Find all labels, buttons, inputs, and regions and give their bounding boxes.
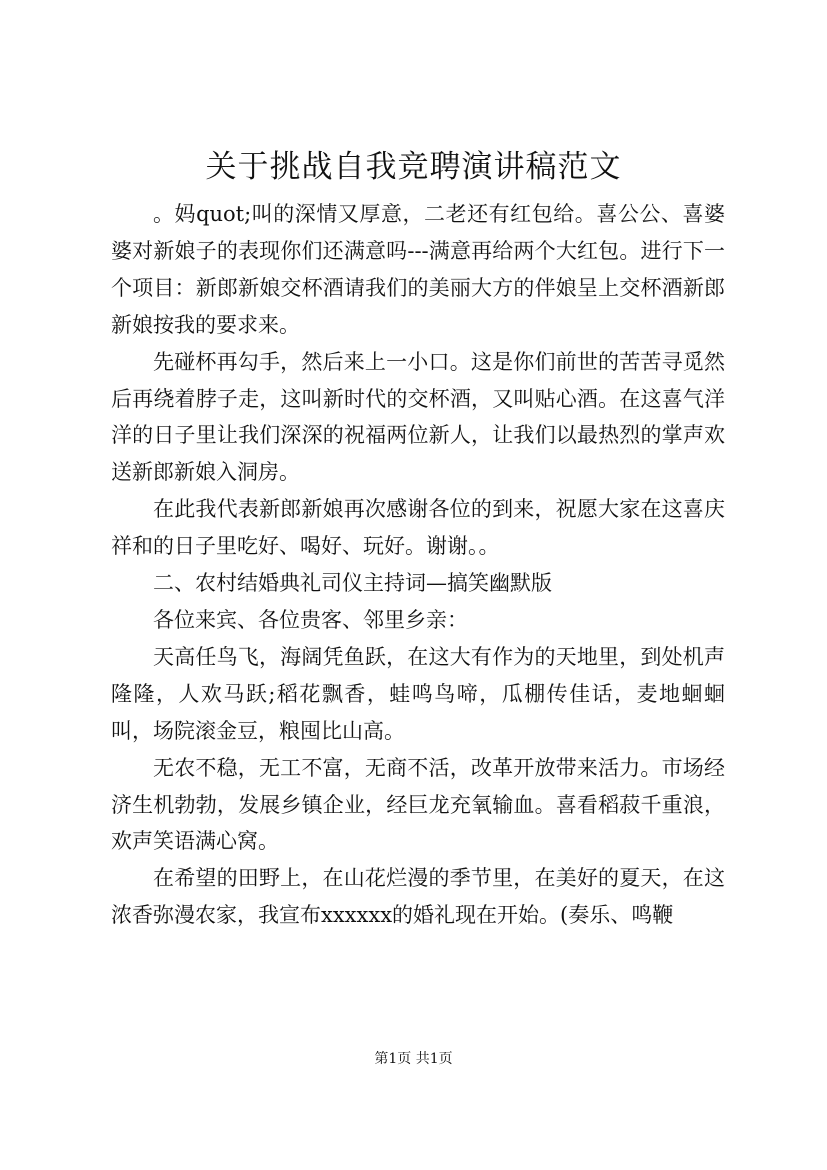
salutation: 各位来宾、各位贵客、邻里乡亲： xyxy=(153,607,468,632)
paragraph: 无农不稳，无工不富，无商不活，改革开放带来活力。市场经济生机勃勃，发展乡镇企业，经巨龙充氧输血。喜看稻菽千重浪，欢声笑语满心窝。 xyxy=(111,755,725,854)
document-body xyxy=(111,196,725,934)
document-title: 关于挑战自我竞聘演讲稿范文 xyxy=(205,149,622,185)
page-footer: 第1页 共1页 xyxy=(374,1051,453,1067)
paragraph: 天高任鸟飞，海阔凭鱼跃，在这大有作为的天地里，到处机声隆隆，人欢马跃;稻花飘香，蛙鸣鸟啼，瓜棚传佳话，麦地蛔蛔叫，场院滚金豆，粮囤比山高。 xyxy=(111,644,725,743)
paragraph: 在此我代表新郎新娘再次感谢各位的到来，祝愿大家在这喜庆祥和的日子里吃好、喝好、玩好。谢谢。。 xyxy=(111,497,725,559)
paragraph: 。妈quot;叫的深情又厚意，二老还有红包给。喜公公、喜婆婆对新娘子的表现你们还满意吗---满意再给两个大红包。进行下一个项目：新郎新娘交杯酒请我们的美丽大方的伴娘呈上交杯酒新郎新娘按我的要求来。 xyxy=(111,202,725,337)
paragraph: 先碰杯再勾手，然后来上一小口。这是你们前世的苦苦寻觅然后再绕着脖子走，这叫新时代的交杯酒，又叫贴心酒。在这喜气洋洋的日子里让我们深深的祝福两位新人，让我们以最热烈的掌声欢送新郎新娘入洞房。 xyxy=(111,349,725,485)
paragraph: 在希望的田野上，在山花烂漫的季节里，在美好的夏天，在这浓香弥漫农家，我宣布xxxxxx的婚礼现在开始。(奏乐、鸣鞭 xyxy=(111,866,725,928)
section-heading: 二、农村结婚典礼司仪主持词—搞笑幽默版 xyxy=(153,571,552,596)
